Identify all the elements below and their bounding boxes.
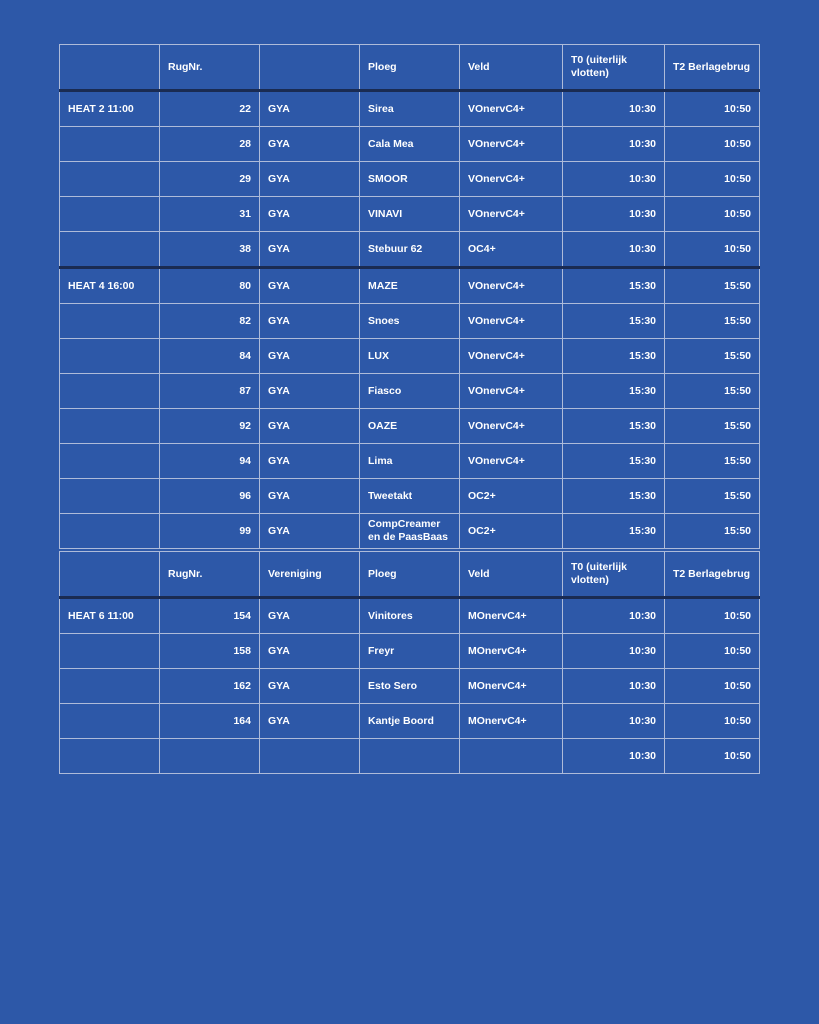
heat-row — [60, 598, 760, 634]
cell-heat — [60, 127, 160, 162]
cell-t2: 10:50 — [665, 598, 760, 634]
column-header-t0: T0 (uiterlijk vlotten) — [563, 552, 665, 598]
cell-heat — [60, 339, 160, 374]
cell-vereniging: GYA — [260, 339, 360, 374]
cell-t0: 10:30 — [563, 739, 665, 774]
cell-vereniging: GYA — [260, 232, 360, 268]
cell-vereniging: GYA — [260, 409, 360, 444]
cell-t2: 10:50 — [665, 91, 760, 127]
cell-t0: 15:30 — [563, 268, 665, 304]
column-header-ploeg: Ploeg — [360, 45, 460, 91]
cell-veld: VOnervC4+ — [460, 304, 563, 339]
cell-veld: OC2+ — [460, 514, 563, 549]
cell-heat — [60, 374, 160, 409]
cell-rugnr: 158 — [160, 634, 260, 669]
column-header-vereniging: Vereniging — [260, 552, 360, 598]
cell-rugnr: 31 — [160, 197, 260, 232]
cell-t0: 15:30 — [563, 479, 665, 514]
heats-table-1-container — [59, 44, 760, 549]
cell-t0: 10:30 — [563, 162, 665, 197]
column-header-veld: Veld — [460, 552, 563, 598]
cell-veld: VOnervC4+ — [460, 444, 563, 479]
cell-t0: 10:30 — [563, 91, 665, 127]
heats-table-1 — [59, 44, 760, 549]
cell-t2: 10:50 — [665, 162, 760, 197]
cell-heat — [60, 634, 160, 669]
cell-rugnr: 99 — [160, 514, 260, 549]
cell-vereniging: GYA — [260, 374, 360, 409]
cell-t2: 15:50 — [665, 479, 760, 514]
cell-t2: 10:50 — [665, 197, 760, 232]
cell-rugnr: 164 — [160, 704, 260, 739]
cell-heat — [60, 232, 160, 268]
column-header-t0: T0 (uiterlijk vlotten) — [563, 45, 665, 91]
table-row — [60, 339, 760, 374]
cell-ploeg: MAZE — [360, 268, 460, 304]
cell-t2: 15:50 — [665, 444, 760, 479]
cell-vereniging: GYA — [260, 304, 360, 339]
cell-t0: 10:30 — [563, 232, 665, 268]
cell-veld: VOnervC4+ — [460, 162, 563, 197]
table-row — [60, 162, 760, 197]
column-header-heat — [60, 45, 160, 91]
cell-t0: 15:30 — [563, 514, 665, 549]
heats-table-2-container — [59, 551, 760, 774]
cell-t0: 10:30 — [563, 127, 665, 162]
cell-rugnr: 84 — [160, 339, 260, 374]
cell-t2: 10:50 — [665, 232, 760, 268]
cell-vereniging: GYA — [260, 268, 360, 304]
cell-t0: 10:30 — [563, 197, 665, 232]
cell-rugnr: 87 — [160, 374, 260, 409]
cell-vereniging: GYA — [260, 514, 360, 549]
cell-t2: 15:50 — [665, 514, 760, 549]
table-row — [60, 374, 760, 409]
cell-vereniging: GYA — [260, 162, 360, 197]
cell-rugnr: 154 — [160, 598, 260, 634]
cell-ploeg: Vinitores — [360, 598, 460, 634]
cell-heat — [60, 704, 160, 739]
cell-t2: 15:50 — [665, 268, 760, 304]
table-row — [60, 197, 760, 232]
cell-veld: VOnervC4+ — [460, 339, 563, 374]
column-header-heat — [60, 552, 160, 598]
cell-ploeg: LUX — [360, 339, 460, 374]
cell-heat: HEAT 2 11:00 — [60, 91, 160, 127]
cell-rugnr: 92 — [160, 409, 260, 444]
cell-vereniging: GYA — [260, 669, 360, 704]
cell-vereniging: GYA — [260, 444, 360, 479]
cell-ploeg: CompCreamer en de PaasBaas — [360, 514, 460, 549]
cell-t0: 10:30 — [563, 704, 665, 739]
cell-vereniging: GYA — [260, 704, 360, 739]
cell-rugnr: 96 — [160, 479, 260, 514]
cell-ploeg: Sirea — [360, 91, 460, 127]
cell-t2: 15:50 — [665, 374, 760, 409]
cell-rugnr: 94 — [160, 444, 260, 479]
cell-heat — [60, 514, 160, 549]
cell-t2: 15:50 — [665, 409, 760, 444]
cell-ploeg: Fiasco — [360, 374, 460, 409]
table-row — [60, 704, 760, 739]
cell-vereniging: GYA — [260, 598, 360, 634]
cell-vereniging: GYA — [260, 127, 360, 162]
cell-t2: 10:50 — [665, 704, 760, 739]
table-row — [60, 127, 760, 162]
cell-veld — [460, 739, 563, 774]
cell-heat — [60, 739, 160, 774]
cell-rugnr: 29 — [160, 162, 260, 197]
cell-rugnr — [160, 739, 260, 774]
cell-t2: 15:50 — [665, 304, 760, 339]
cell-veld: VOnervC4+ — [460, 91, 563, 127]
heat-row — [60, 268, 760, 304]
cell-ploeg: VINAVI — [360, 197, 460, 232]
cell-veld: VOnervC4+ — [460, 268, 563, 304]
column-header-t2: T2 Berlagebrug — [665, 552, 760, 598]
cell-veld: VOnervC4+ — [460, 127, 563, 162]
cell-rugnr: 22 — [160, 91, 260, 127]
cell-vereniging: GYA — [260, 197, 360, 232]
table-row — [60, 479, 760, 514]
table-row — [60, 304, 760, 339]
table-row — [60, 634, 760, 669]
cell-vereniging — [260, 739, 360, 774]
cell-t0: 10:30 — [563, 634, 665, 669]
cell-ploeg: Cala Mea — [360, 127, 460, 162]
table-row — [60, 514, 760, 549]
cell-ploeg: Freyr — [360, 634, 460, 669]
cell-t0: 10:30 — [563, 598, 665, 634]
column-header-veld: Veld — [460, 45, 563, 91]
cell-t2: 10:50 — [665, 127, 760, 162]
cell-veld: MOnervC4+ — [460, 634, 563, 669]
cell-heat — [60, 197, 160, 232]
cell-heat: HEAT 4 16:00 — [60, 268, 160, 304]
cell-heat — [60, 162, 160, 197]
table-row — [60, 232, 760, 268]
cell-veld: MOnervC4+ — [460, 704, 563, 739]
cell-ploeg: Kantje Boord — [360, 704, 460, 739]
cell-heat: HEAT 6 11:00 — [60, 598, 160, 634]
cell-heat — [60, 479, 160, 514]
cell-rugnr: 80 — [160, 268, 260, 304]
column-header-t2: T2 Berlagebrug — [665, 45, 760, 91]
cell-ploeg: Stebuur 62 — [360, 232, 460, 268]
cell-t0: 15:30 — [563, 444, 665, 479]
column-header-vereniging — [260, 45, 360, 91]
column-header-ploeg: Ploeg — [360, 552, 460, 598]
cell-veld: MOnervC4+ — [460, 598, 563, 634]
cell-ploeg: Lima — [360, 444, 460, 479]
table-row — [60, 409, 760, 444]
cell-veld: OC2+ — [460, 479, 563, 514]
cell-rugnr: 28 — [160, 127, 260, 162]
cell-veld: OC4+ — [460, 232, 563, 268]
header-row — [60, 45, 760, 91]
cell-veld: VOnervC4+ — [460, 409, 563, 444]
cell-heat — [60, 444, 160, 479]
cell-t0: 15:30 — [563, 304, 665, 339]
cell-vereniging: GYA — [260, 634, 360, 669]
cell-t2: 10:50 — [665, 634, 760, 669]
cell-t2: 10:50 — [665, 739, 760, 774]
cell-ploeg: Snoes — [360, 304, 460, 339]
cell-vereniging: GYA — [260, 91, 360, 127]
cell-veld: VOnervC4+ — [460, 374, 563, 409]
cell-t0: 10:30 — [563, 669, 665, 704]
column-header-rugnr: RugNr. — [160, 552, 260, 598]
cell-rugnr: 82 — [160, 304, 260, 339]
heat-row — [60, 91, 760, 127]
table-row — [60, 669, 760, 704]
cell-t0: 15:30 — [563, 409, 665, 444]
column-header-rugnr: RugNr. — [160, 45, 260, 91]
cell-t2: 10:50 — [665, 669, 760, 704]
cell-t0: 15:30 — [563, 339, 665, 374]
table-row — [60, 444, 760, 479]
heats-table-2 — [59, 551, 760, 774]
cell-veld: VOnervC4+ — [460, 197, 563, 232]
cell-t0: 15:30 — [563, 374, 665, 409]
cell-heat — [60, 304, 160, 339]
cell-vereniging: GYA — [260, 479, 360, 514]
cell-t2: 15:50 — [665, 339, 760, 374]
cell-ploeg: OAZE — [360, 409, 460, 444]
cell-ploeg — [360, 739, 460, 774]
cell-ploeg: Tweetakt — [360, 479, 460, 514]
table-row — [60, 739, 760, 774]
cell-heat — [60, 409, 160, 444]
cell-rugnr: 38 — [160, 232, 260, 268]
cell-ploeg: SMOOR — [360, 162, 460, 197]
cell-heat — [60, 669, 160, 704]
cell-ploeg: Esto Sero — [360, 669, 460, 704]
cell-rugnr: 162 — [160, 669, 260, 704]
cell-veld: MOnervC4+ — [460, 669, 563, 704]
header-row — [60, 552, 760, 598]
